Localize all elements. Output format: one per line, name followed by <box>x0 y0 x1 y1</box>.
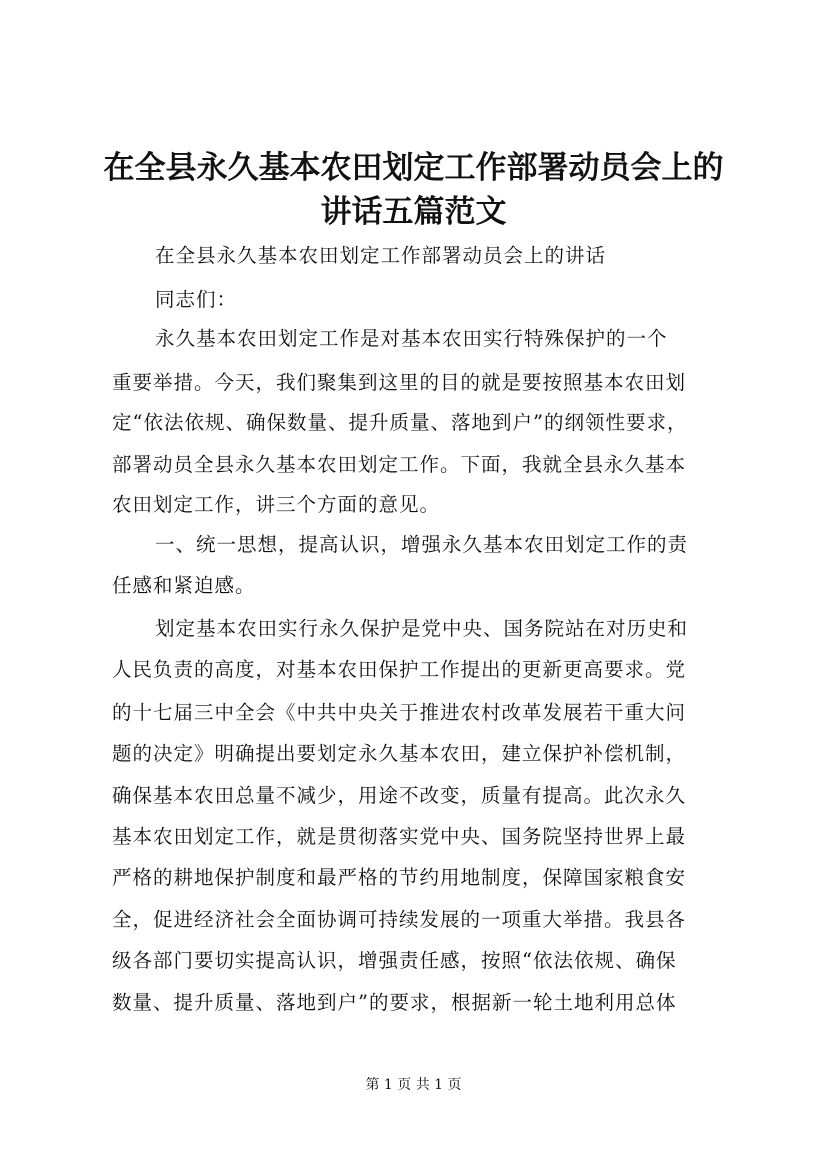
paragraph-3-line: 严格的耕地保护制度和最严格的节约用地制度，保障国家粮食安 <box>112 866 687 889</box>
subheading: 在全县永久基本农田划定工作部署动员会上的讲话 <box>155 244 607 267</box>
paragraph-2-line: 一、统一思想，提高认识，增强永久基本农田划定工作的责 <box>155 533 689 556</box>
paragraph-3-line: 划定基本农田实行永久保护是党中央、国务院站在对历史和 <box>155 617 689 640</box>
paragraph-1-line: 部署动员全县永久基本农田划定工作。下面，我就全县永久基本 <box>112 453 687 476</box>
salutation: 同志们： <box>155 288 238 311</box>
paragraph-3-line: 全，促进经济社会全面协调可持续发展的一项重大举措。我县各 <box>112 908 687 931</box>
document-title-line-1: 在全县永久基本农田划定工作部署动员会上的 <box>103 150 724 186</box>
paragraph-3-line: 确保基本农田总量不减少，用途不改变，质量有提高。此次永久 <box>112 784 687 807</box>
paragraph-3-line: 人民负责的高度，对基本农田保护工作提出的更新更高要求。党 <box>112 658 687 681</box>
paragraph-1-line: 永久基本农田划定工作是对基本农田实行特殊保护的一个 <box>155 327 668 350</box>
paragraph-1-line: 定“依法依规、确保数量、提升质量、落地到户”的纲领性要求， <box>112 411 688 434</box>
paragraph-2-line: 任感和紧迫感。 <box>112 574 256 597</box>
paragraph-1-line: 农田划定工作，讲三个方面的意见。 <box>112 493 441 516</box>
document-title-line-2: 讲话五篇范文 <box>320 194 507 230</box>
paragraph-3-line: 基本农田划定工作，就是贯彻落实党中央、国务院坚持世界上最 <box>112 825 687 848</box>
paragraph-3-line: 级各部门要切实提高认识，增强责任感，按照“依法依规、确保 <box>112 949 677 972</box>
paragraph-1-line: 重要举措。今天，我们聚集到这里的目的就是要按照基本农田划 <box>112 371 687 394</box>
page-number-footer: 第 1 页 共 1 页 <box>365 1077 462 1093</box>
paragraph-3-line: 数量、提升质量、落地到户”的要求，根据新一轮土地利用总体 <box>112 991 677 1014</box>
paragraph-3-line: 的十七届三中全会《中共中央关于推进农村改革发展若干重大问 <box>112 701 687 724</box>
paragraph-3-line: 题的决定》明确提出要划定永久基本农田，建立保护补偿机制， <box>112 742 687 765</box>
